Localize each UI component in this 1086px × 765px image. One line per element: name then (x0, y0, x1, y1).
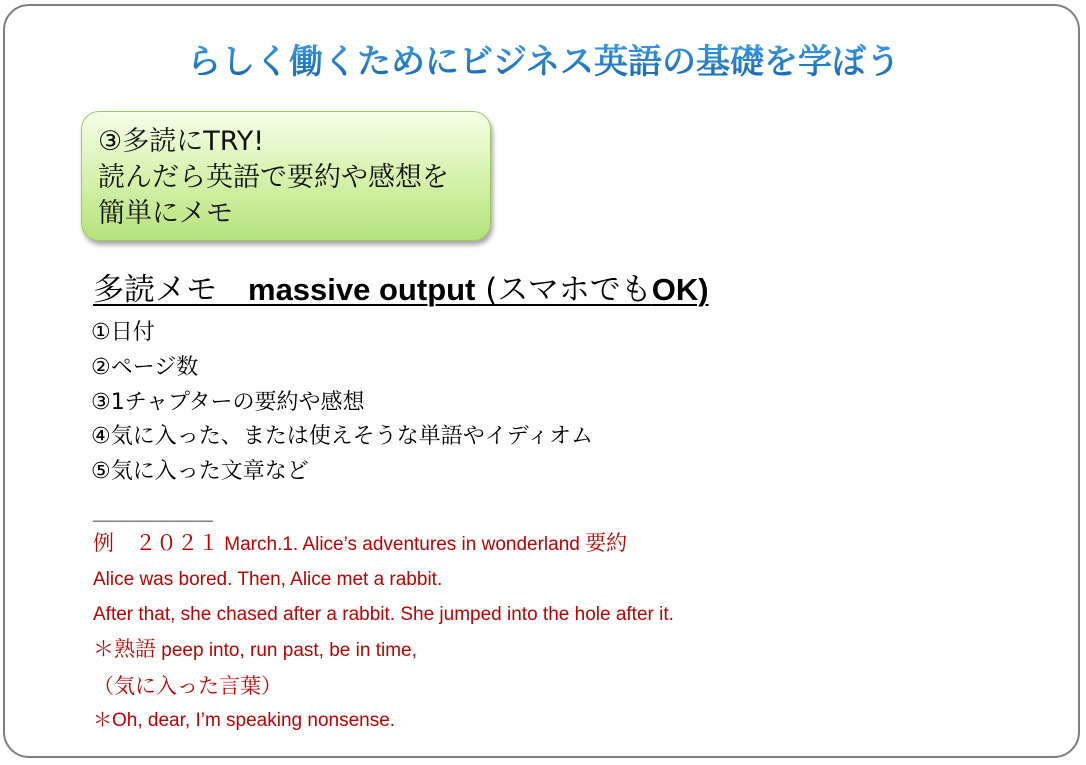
example-date-label: 例 ２０２１ (93, 531, 219, 555)
memo-heading-en: massive output (248, 272, 476, 307)
memo-heading-en2: OK) (651, 272, 709, 307)
callout-line-1: ③多読にTRY! (98, 126, 265, 157)
list-item: ②ページ数 (91, 354, 199, 380)
callout-line-3: 簡単にメモ (98, 198, 233, 229)
callout-box (81, 111, 491, 241)
slide-title: らしく働くためにビジネス英語の基礎を学ぼう (5, 42, 1082, 82)
memo-list (91, 316, 593, 490)
slide (3, 4, 1080, 758)
example-line-4 (93, 632, 674, 669)
idiom-text: peep into, run past, be in time, (161, 640, 417, 662)
list-item: ⑤気に入った文章など (91, 459, 309, 485)
list-item: ①日付 (91, 320, 155, 345)
divider-line: ＿＿＿＿＿＿ (93, 500, 213, 524)
example-line-2: Alice was bored. Then, Alice met a rabbit. (93, 568, 443, 590)
callout-line-2: 読んだら英語で要約や感想を (98, 162, 449, 193)
example-summary-label: 要約 (585, 531, 628, 555)
example-line-3: After that, she chased after a rabbit. She jumped into the hole after it. (93, 603, 674, 625)
example-block (93, 526, 674, 739)
example-line-1 (93, 526, 674, 563)
memo-heading-jp: 多読メモ (93, 272, 248, 308)
memo-heading-jp2: (スマホでも (475, 272, 652, 308)
example-line-6: ＊Oh, dear, I’m speaking nonsense. (93, 709, 396, 731)
memo-heading (93, 270, 709, 310)
list-item: ③1チャプターの要約や感想 (91, 389, 365, 415)
example-title-text: March.1. Alice’s adventures in wonderland (224, 534, 586, 555)
example-line-5: （気に入った言葉） (93, 674, 282, 699)
list-item: ④気に入った、または使えそうな単語やイディオム (91, 424, 593, 450)
idiom-label: ＊熟語 (93, 637, 156, 662)
